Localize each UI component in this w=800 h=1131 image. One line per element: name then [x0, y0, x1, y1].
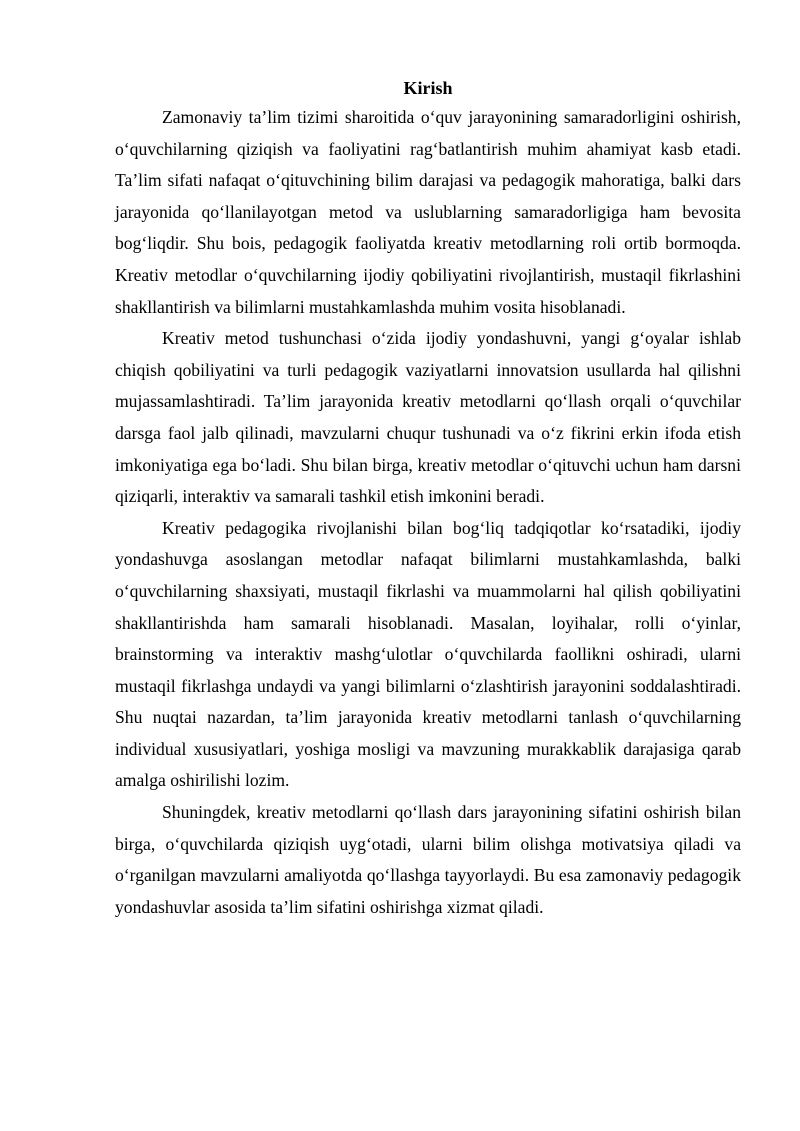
section-title: Kirish [403, 78, 453, 98]
document-body [115, 74, 741, 923]
paragraph-3: Kreativ pedagogika rivojlanishi bilan bog‘liq tadqiqotlar ko‘rsatadiki, ijodiy yondashuvga asoslangan metodlar nafaqat bilimlarni mustahkamlashda, balki o‘quvchilarning shaxsiyati, mustaqil fikrlashi va muammolarni hal qilish qobiliyatini shakllantirishda ham samarali hisoblanadi. Masalan, loyihalar, rolli o‘yinlar, brainstorming va interaktiv mashg‘ulotlar o‘quvchilarda faollikni oshiradi, ularni mustaqil fikrlashga undaydi va yangi bilimlarni o‘zlashtirish jarayonini soddalashtiradi. Shu nuqtai nazardan, ta’lim jarayonida kreativ metodlarni tanlash o‘quvchilarning individual xususiyatlari, yoshiga mosligi va mavzuning murakkablik darajasiga qarab amalga oshirilishi lozim. [115, 517, 741, 791]
paragraph-2: Kreativ metod tushunchasi o‘zida ijodiy yondashuvni, yangi g‘oyalar ishlab chiqish qobiliyatini va turli pedagogik vaziyatlarni innovatsion usullarda hal qilishni mujassamlashtiradi. Ta’lim jarayonida kreativ metodlarni qo‘llash orqali o‘quvchilar darsga faol jalb qilinadi, mavzularni chuqur tushunadi va o‘z fikrini erkin ifoda etish imkoniyatiga ega bo‘ladi. Shu bilan birga, kreativ metodlar o‘qituvchi uchun ham darsni qiziqarli, interaktiv va samarali tashkil etish imkonini beradi. [115, 328, 741, 507]
paragraph-4: Shuningdek, kreativ metodlarni qo‘llash dars jarayonining sifatini oshirish bilan birga, o‘quvchilarda qiziqish uyg‘otadi, ularni bilim olishga motivatsiya qiladi va o‘rganilgan mavzularni amaliyotda qo‘llashga tayyorlaydi. Bu esa zamonaviy pedagogik yondashuvlar asosida ta’lim sifatini oshirishga xizmat qiladi. [115, 802, 741, 917]
paragraph-1: Zamonaviy ta’lim tizimi sharoitida o‘quv jarayonining samaradorligini oshirish, o‘quvchilarning qiziqish va faoliyatini rag‘batlantirish muhim ahamiyat kasb etadi. Ta’lim sifati nafaqat o‘qituvchining bilim darajasi va pedagogik mahoratiga, balki dars jarayonida qo‘llanilayotgan metod va uslublarning samaradorligiga ham bevosita bog‘liqdir. Shu bois, pedagogik faoliyatda kreativ metodlarning roli ortib bormoqda. Kreativ metodlar o‘quvchilarning ijodiy qobiliyatini rivojlantirish, mustaqil fikrlashini shakllantirish va bilimlarni mustahkamlashda muhim vosita hisoblanadi. [115, 107, 741, 317]
